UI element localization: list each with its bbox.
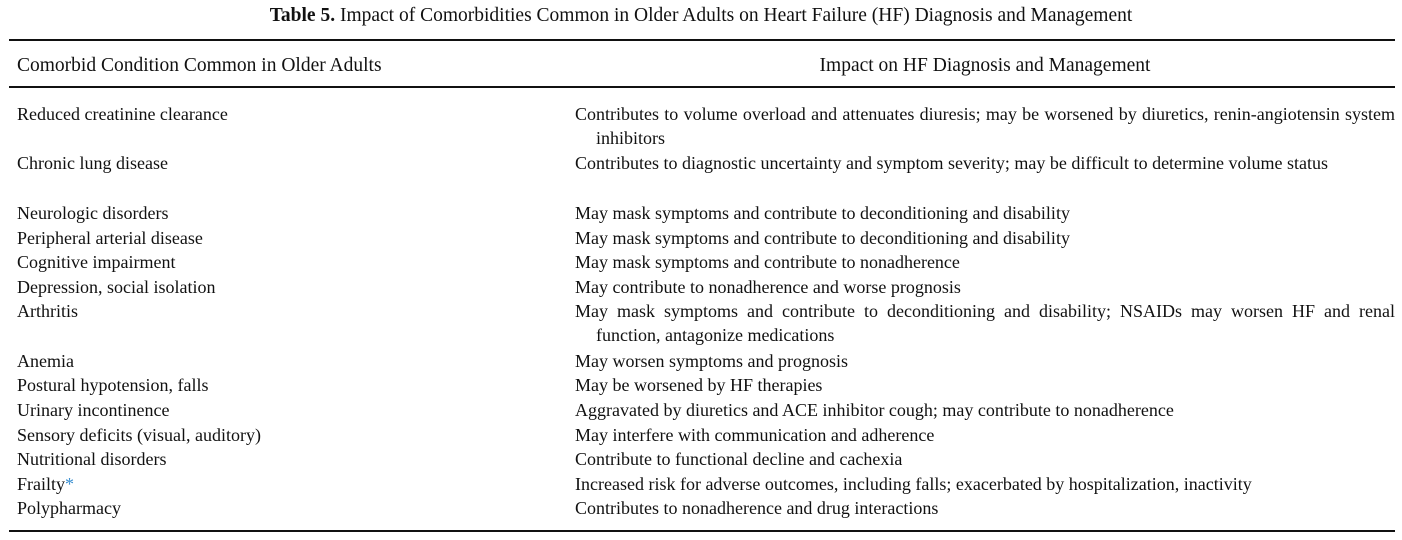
condition-cell: Polypharmacy [17,498,121,518]
table-caption [0,5,1402,27]
impact-cell: Contributes to volume overload and attenuates diuresis; may be worsened by diuretics, renin-angiotensin system inhibitors [575,104,1395,149]
impact-cell: Aggravated by diuretics and ACE inhibitor cough; may contribute to nonadherence [575,400,1174,420]
condition-cell: Arthritis [17,301,78,321]
impact-cell: May be worsened by HF therapies [575,375,823,395]
table-top-rule [9,39,1395,41]
impact-cell: Contributes to nonadherence and drug interactions [575,498,939,518]
condition-cell: Sensory deficits (visual, auditory) [17,425,261,445]
table-title: Impact of Comorbidities Common in Older Adults on Heart Failure (HF) Diagnosis and Management [335,5,1133,26]
impact-cell: May worsen symptoms and prognosis [575,351,848,371]
impact-cell: May mask symptoms and contribute to deconditioning and disability [575,228,1070,248]
condition-cell: Cognitive impairment [17,252,176,272]
condition-cell: Anemia [17,351,74,371]
condition-cell: Depression, social isolation [17,277,216,297]
header-rule-right [575,86,1395,88]
condition-cell: Postural hypotension, falls [17,375,209,395]
impact-cell: Contributes to diagnostic uncertainty and symptom severity; may be difficult to determine volume status [575,153,1329,173]
condition-text: Frailty [17,474,65,494]
condition-cell [17,472,74,496]
impact-cell: May interfere with communication and adherence [575,425,935,445]
header-rule-left [9,86,575,88]
impact-cell: May mask symptoms and contribute to nonadherence [575,252,960,272]
impact-cell: May contribute to nonadherence and worse prognosis [575,277,961,297]
column-header-impact: Impact on HF Diagnosis and Management [819,55,1151,76]
condition-cell: Peripheral arterial disease [17,228,203,248]
condition-cell: Reduced creatinine clearance [17,104,228,124]
footnote-link[interactable]: * [65,474,74,494]
impact-cell: Contribute to functional decline and cachexia [575,449,903,469]
condition-cell: Neurologic disorders [17,203,169,223]
condition-cell: Chronic lung disease [17,153,168,173]
table-label: Table 5. [269,5,336,26]
impact-cell: May mask symptoms and contribute to deconditioning and disability; NSAIDs may worsen HF and renal function, antagonize medications [575,301,1395,346]
impact-cell: Increased risk for adverse outcomes, including falls; exacerbated by hospitalization, inactivity [575,474,1252,494]
condition-cell: Nutritional disorders [17,449,167,469]
impact-cell: May mask symptoms and contribute to deconditioning and disability [575,203,1070,223]
condition-cell: Urinary incontinence [17,400,170,420]
column-header-condition: Comorbid Condition Common in Older Adults [17,55,382,76]
table-bottom-rule [9,530,1395,532]
